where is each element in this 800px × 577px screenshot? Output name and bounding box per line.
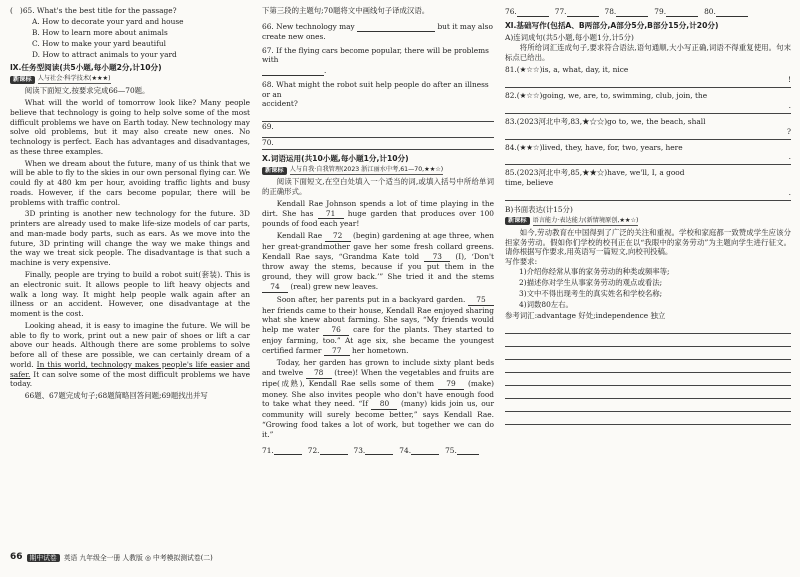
curriculum-badge: 新课标 [10,76,35,84]
q84: 84.(★★☆)lived, they, have, for, two, years, here [505,142,683,152]
blank-77[interactable]: 77 [324,346,350,357]
curriculum-badge: 新课标 [505,217,530,225]
part-b-title: B)书面表达(计15分) [505,204,573,214]
q65-option-c: C. How to make your yard beautiful [32,39,166,48]
q84-answer-line[interactable]: . [505,152,791,165]
curriculum-badge: 新课标 [262,167,287,175]
section-10-tag [262,166,494,175]
blank-74[interactable]: 74 [262,282,288,293]
q67-answer-line[interactable] [262,65,324,76]
part-a-intro: 将所给词汇连成句子,要求符合语法,语句通顺,大小写正确,词语不得重复使用。句末标点已给出。 [505,42,791,62]
answer-79[interactable]: 79. [654,6,698,17]
writing-line[interactable] [505,399,791,412]
cloze-para-1: Kendall Rae Johnson spends a lot of time playing in the dirt. She has 71 huge garden that produces over 100 pounds of food each year! [262,198,494,229]
q68: 68. What might the robot suit help people do after an illness or an [262,79,489,99]
answer-72[interactable]: 72. [308,445,348,456]
answer-row-71-75 [262,443,494,455]
q83: 83.(2023河北中考,83,★☆☆)go to, we, the beach, shall [505,116,706,126]
instructions-continued: 下第三段的主题句;70题将文中画线句子译成汉语。 [262,6,430,15]
part-b-tag [505,217,791,226]
reference-words: 参考词汇:advantage 好处;independence 独立 [505,310,666,320]
answer-73[interactable]: 73. [354,445,394,456]
blank-71[interactable]: 71 [318,209,344,220]
passage-para-3: 3D printing is another new technology for the future. 3D printers are already used to make life-size models of car parts, and man-made body parts, such as ears. As we move into the future, 3D printing will change the way we make things and the way we treat sick people. The disadvantage is that such a machine is very expensive. [10,209,250,268]
section-11-title: Ⅺ.基础写作(包括A、B两部分,A部分5分,B部分15分,计20分) [505,21,719,30]
q68-cont: accident? [262,99,298,109]
answer-77[interactable]: 77. [555,6,599,17]
requirement-1: 1)介绍你经常从事的家务劳动的种类或频率等; [519,266,670,276]
cloze-para-3: Soon after, her parents put in a backyard garden. 75 her friends came to their house, Kendall Rae enjoyed sharing what she knew about farming. She says, “My friends would help me water 76 care for the plants. They started to enjoy farming, too.” At age six, she became the youngest certified farmer 77 her hometown. [262,294,494,355]
footer-text: 英语 九年级全一册 人教版 ◎ 中考模拟测试卷(二) [63,553,213,562]
writing-line[interactable] [505,373,791,386]
column-right [505,6,791,425]
requirement-2: 2)描述你对学生从事家务劳动的观点或看法; [519,277,663,287]
q65-option-d: D. How to attract animals to your yard [32,50,177,59]
q85-cont: time, believe [505,178,554,188]
section-9-tag-text: 人与社会·科学技术(★★★) [38,75,111,84]
q81: 81.(★☆☆)is, a, what, day, it, nice [505,65,629,75]
requirement-4: 4)词数80左右。 [519,299,573,309]
blank-76[interactable]: 76 [323,325,349,336]
answer-78[interactable]: 78. [605,6,649,17]
section-10-intro: 阅读下面短文,在空白处填入一个适当的词,或填入括号中所给单词的正确形式。 [262,177,494,197]
section-9-tag [10,75,250,84]
part-a-title: A)连词成句(共5小题,每小题1分,计5分) [505,33,634,43]
passage-para-4: Finally, people are trying to build a robot suit(套装). This is an electronic suit. It allows people to lift heavy objects and walk a long way. It might help people walk again after an illness or an accident. However, one disadvantage at the moment is the cost. [10,269,250,319]
q67-line: . [262,65,494,76]
writing-line[interactable] [505,334,791,347]
section-10-title: Ⅹ.词语运用(共10小题,每小题1分,计10分) [262,154,409,164]
cloze-para-2: Kendall Rae 72 (begin) gardening at age three, when her great-grandmother gave her some fresh collard greens. Kendall Rae says, “Grandma Kate told 73 (I), ‘Don't throw away the stems, because if you put them in the ground, they will grow back.’” She tried it and the stems 74 (real) grew new leaves. [262,231,494,291]
answer-76[interactable]: 76. [505,6,549,17]
q70-answer-line[interactable]: 70. [262,138,494,150]
blank-79[interactable]: 79 [438,379,464,390]
page-number: 66 [10,552,23,563]
underlined-sentence: In this world, technology makes people's life easier and safer. [10,359,250,379]
section-9-title: Ⅸ.任务型阅读(共5小题,每小题2分,计10分) [10,63,162,72]
q82: 82.(★☆☆)going, we, are, to, swimming, club, join, the [505,91,708,101]
requirement-3: 3)文中不得出现考生的真实姓名和学校名称; [519,288,663,298]
q65-stem: ( )65. What's the best title for the passage? [10,6,177,15]
writing-line[interactable] [505,360,791,373]
task-instructions: 66题、67题完成句子;68题简略回答问题;69题找出并写 [24,391,208,401]
answer-74[interactable]: 74. [399,445,439,456]
writing-line[interactable] [505,347,791,360]
q69-answer-line[interactable]: 69. [262,122,494,138]
q66: 66. New technology may but it may also [262,22,493,31]
q81-answer-line[interactable]: ! [505,75,791,88]
section-9-intro: 阅读下面短文,按要求完成66—70题。 [24,86,150,96]
section-10-tag-text: 人与自我·自我管理(2023 浙江丽水中考,61—70,★★☆) [290,166,444,175]
q66-cont: create new ones. [262,31,326,41]
footer-badge: 期中试卷 [27,554,60,563]
q85-answer-line[interactable]: . [505,188,791,201]
blank-72[interactable]: 72 [325,231,351,242]
requirements-title: 写作要求: [505,257,538,267]
q65-option-b: B. How to learn more about animals [32,28,168,37]
answer-75[interactable]: 75. [445,445,479,456]
answer-80[interactable]: 80. [704,6,748,17]
column-left [10,6,250,401]
blank-78[interactable]: 78 [306,368,332,379]
part-b-tag-text: 语言能力·表达能力(新情境原创,★★☆) [533,217,639,226]
q66-answer-line[interactable] [357,21,435,32]
page-footer [10,551,250,565]
q67: 67. If the flying cars become popular, there will be problems with [262,45,489,65]
q83-answer-line[interactable]: ? [505,127,791,140]
column-middle [262,6,494,455]
passage-para-1: What will the world of tomorrow look like? Many people believe that technology is going to help solve some of the most difficult problems we have on Earth today. New technology may solve old problems, but it may also create new ones. No technology is perfect. Each has advantages and disadvantages, as these three examples. [10,97,250,156]
passage-para-2: When we dream about the future, many of us think that we will be able to fly to the skies in our own personal flying car. We could fly at 480 km per hour, avoiding traffic lights and busy roads. However, if the cars become popular, there will be problems with traffic control. [10,158,250,207]
writing-line[interactable] [505,321,791,334]
blank-75[interactable]: 75 [468,295,494,306]
writing-line[interactable] [505,412,791,425]
q82-answer-line[interactable]: . [505,101,791,114]
part-b-intro: 如今,劳动教育在中国得到了广泛的关注和重视。学校和家庭都一致赞成学生应该分担家务劳动。假如你们学校的校刊正在以“我眼中的家务劳动”为主题向学生进行征文。请你根据写作要求,用英语写一篇短文,向校刊投稿。 [505,227,791,257]
blank-73[interactable]: 73 [424,252,450,263]
answer-row-76-80 [505,6,791,17]
blank-80[interactable]: 80 [371,399,397,410]
passage-para-5: Looking ahead, it is easy to imagine the future. We will be able to fly to work, print out a new pair of shoes or lift a car above our heads. Although there are some problems to solve before all of these are possible, we can certainly dream of a world. In this world, technology makes people's life easier and safer. It can solve some of the most difficult problems we have today. [10,320,250,389]
cloze-para-4: Today, her garden has grown to include sixty plant beds and twelve 78 (tree)! When the vegetables and fruits are ripe(成熟), Kendall Rae sells some of them 79 (make) money. She also invites people who don't have enough food to take what they need. “If 80 (many) kids join us, our community will surely become better,” says Kendall Rae. “Growing food takes a lot of work, but together we can do it.” [262,358,494,439]
q85: 85.(2023河北中考,85,★★☆)have, we'll, I, a good [505,168,685,178]
answer-71[interactable]: 71. [262,445,302,456]
writing-line[interactable] [505,386,791,399]
q65-option-a: A. How to decorate your yard and house [32,17,184,26]
q68-answer-line[interactable] [262,109,494,122]
